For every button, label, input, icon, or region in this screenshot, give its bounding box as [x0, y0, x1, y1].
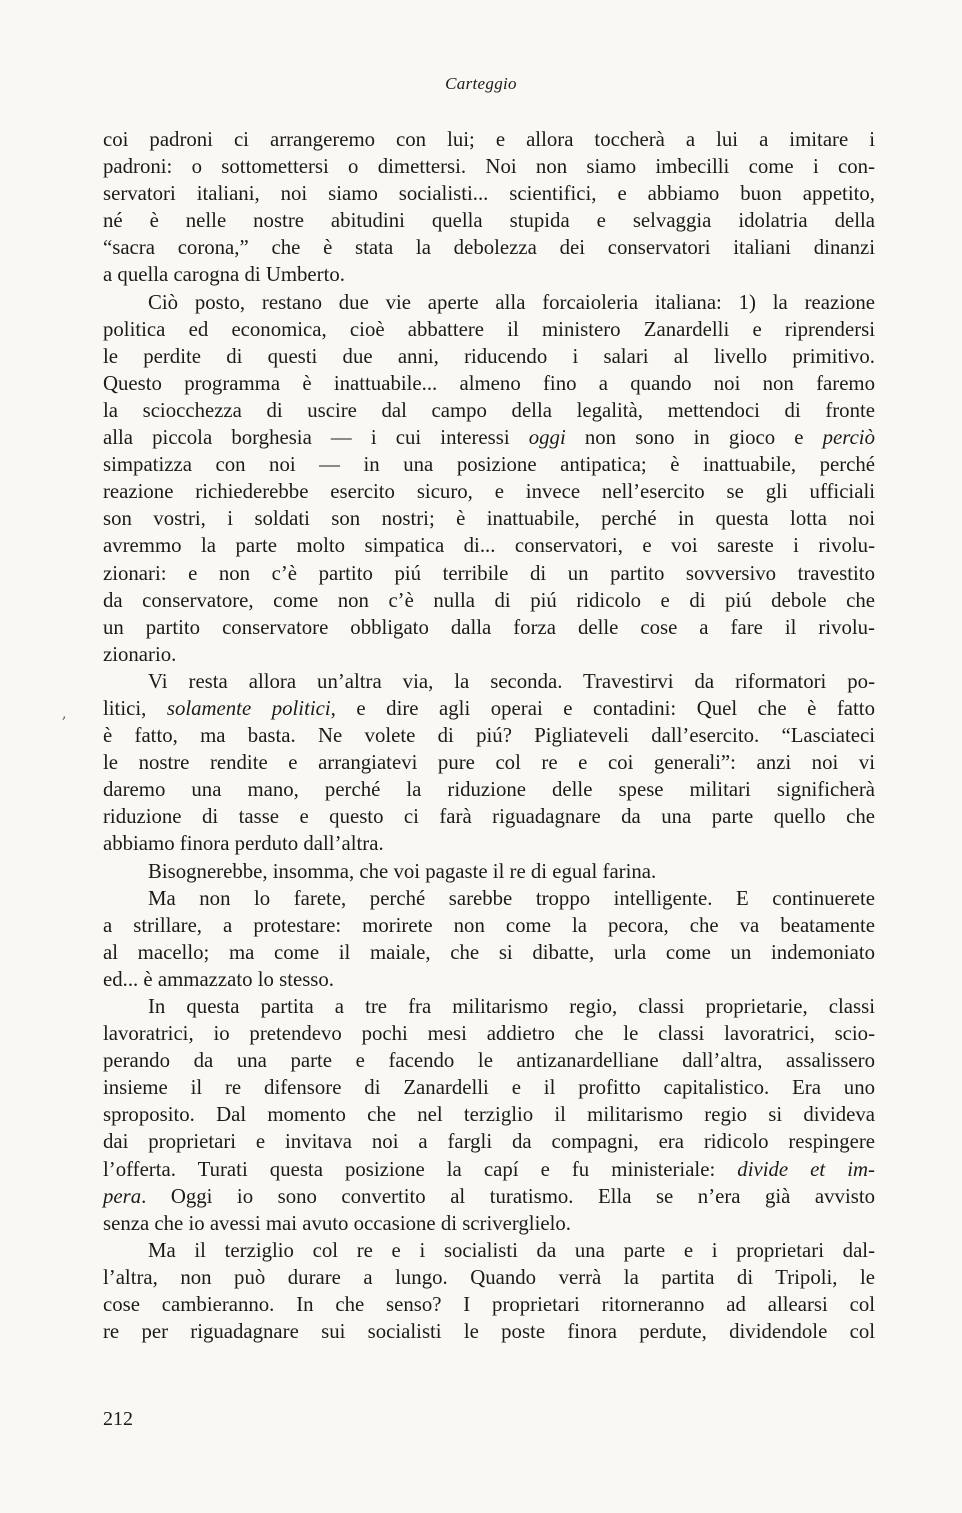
- text-line: lavoratrici, io pretendevo pochi mesi addietro che le classi lavoratrici, scio-: [103, 1022, 875, 1046]
- text-line: Ma non lo farete, perché sarebbe troppo intelligente. E continuerete: [148, 886, 875, 910]
- text-line: “sacra corona,” che è stata la debolezza dei conservatori italiani dinanzi: [103, 236, 875, 260]
- text-line: né è nelle nostre abitudini quella stupida e selvaggia idolatria della: [103, 209, 875, 233]
- text-line: sproposito. Dal momento che nel terziglio il militarismo regio si divideva: [103, 1103, 875, 1127]
- text-line: servatori italiani, noi siamo socialisti... scientifici, e abbiamo buon appetito,: [103, 182, 875, 206]
- text-line: reazione richiederebbe esercito sicuro, e invece nell’esercito se gli ufficiali: [103, 480, 875, 504]
- margin-mark: ,: [62, 706, 67, 722]
- text-line: zionario.: [103, 642, 177, 666]
- text-line: Vi resta allora un’altra via, la seconda. Travestirvi da riformatori po-: [148, 669, 875, 693]
- text-line: le nostre rendite e arrangiatevi pure col re e coi generali”: anzi noi vi: [103, 751, 875, 775]
- text-line: zionari: e non c’è partito piú terribile di un partito sovversivo travestito: [103, 561, 875, 585]
- text-line: alla piccola borghesia — i cui interessi oggi non sono in gioco e perciò: [103, 426, 875, 450]
- text-line: dai proprietari e invitava noi a fargli da compagni, era ridicolo respingere: [103, 1130, 875, 1154]
- text-line: re per riguadagnare sui socialisti le poste finora perdute, dividendole col: [103, 1320, 875, 1344]
- text-line: abbiamo finora perduto dall’altra.: [103, 832, 384, 856]
- text-line: Questo programma è inattuabile... almeno fino a quando noi non faremo: [103, 371, 875, 395]
- text-line: la sciocchezza di uscire dal campo della legalità, mettendoci di fronte: [103, 398, 875, 422]
- body-text: [103, 126, 875, 1345]
- text-line: al macello; ma come il maiale, che si dibatte, urla come un indemoniato: [103, 940, 875, 964]
- text-line: coi padroni ci arrangeremo con lui; e allora toccherà a lui a imitare i: [103, 128, 875, 151]
- text-line: riduzione di tasse e questo ci farà riguadagnare da una parte quello che: [103, 805, 875, 829]
- text-line: perando da una parte e facendo le antizanardelliane dall’altra, assalissero: [103, 1049, 875, 1073]
- text-line: da conservatore, come non c’è nulla di piú ridicolo e di piú debole che: [103, 588, 875, 612]
- text-line: ed... è ammazzato lo stesso.: [103, 967, 334, 991]
- text-line: le perdite di questi due anni, riducendo i salari al livello primitivo.: [103, 344, 875, 368]
- text-line: padroni: o sottomettersi o dimettersi. Noi non siamo imbecilli come i con-: [103, 155, 875, 179]
- text-line: Ciò posto, restano due vie aperte alla forcaioleria italiana: 1) la reazione: [148, 290, 875, 314]
- text-line: un partito conservatore obbligato dalla forza delle cose a fare il rivolu-: [103, 615, 875, 639]
- text-line: a quella carogna di Umberto.: [103, 263, 345, 287]
- text-line: l’offerta. Turati questa posizione la capí e fu ministeriale: divide et im-: [103, 1157, 875, 1181]
- text-line: Bisognerebbe, insomma, che voi pagaste il re di egual farina.: [148, 859, 657, 883]
- text-line: simpatizza con noi — in una posizione antipatica; è inattuabile, perché: [103, 453, 875, 477]
- text-line: pera. Oggi io sono convertito al turatismo. Ella se n’era già avvisto: [103, 1184, 875, 1208]
- text-line: son vostri, i soldati son nostri; è inattuabile, perché in questa lotta noi: [103, 507, 875, 531]
- page-number: 212: [103, 1408, 133, 1430]
- text-line: cose cambieranno. In che senso? I proprietari ritorneranno ad allearsi col: [103, 1293, 875, 1317]
- text-line: l’altra, non può durare a lungo. Quando verrà la partita di Tripoli, le: [103, 1265, 875, 1289]
- text-line: a strillare, a protestare: morirete non come la pecora, che va beatamente: [103, 913, 875, 937]
- text-line: avremmo la parte molto simpatica di... conservatori, e voi sareste i rivolu-: [103, 534, 875, 558]
- text-line: In questa partita a tre fra militarismo regio, classi proprietarie, classi: [148, 995, 875, 1018]
- text-line: senza che io avessi mai avuto occasione di scriverglielo.: [103, 1211, 571, 1235]
- text-line: insieme il re difensore di Zanardelli e il profitto capitalistico. Era uno: [103, 1076, 875, 1100]
- running-head: Carteggio: [445, 74, 517, 93]
- text-line: daremo una mano, perché la riduzione delle spese militari significherà: [103, 778, 875, 802]
- text-line: Ma il terziglio col re e i socialisti da una parte e i proprietari dal-: [148, 1238, 875, 1262]
- text-line: politica ed economica, cioè abbattere il ministero Zanardelli e riprendersi: [103, 317, 875, 341]
- text-line: è fatto, ma basta. Ne volete di piú? Pigliateveli dall’esercito. “Lasciateci: [103, 724, 875, 748]
- text-line: litici, solamente politici, e dire agli operai e contadini: Quel che è fatto: [103, 696, 875, 720]
